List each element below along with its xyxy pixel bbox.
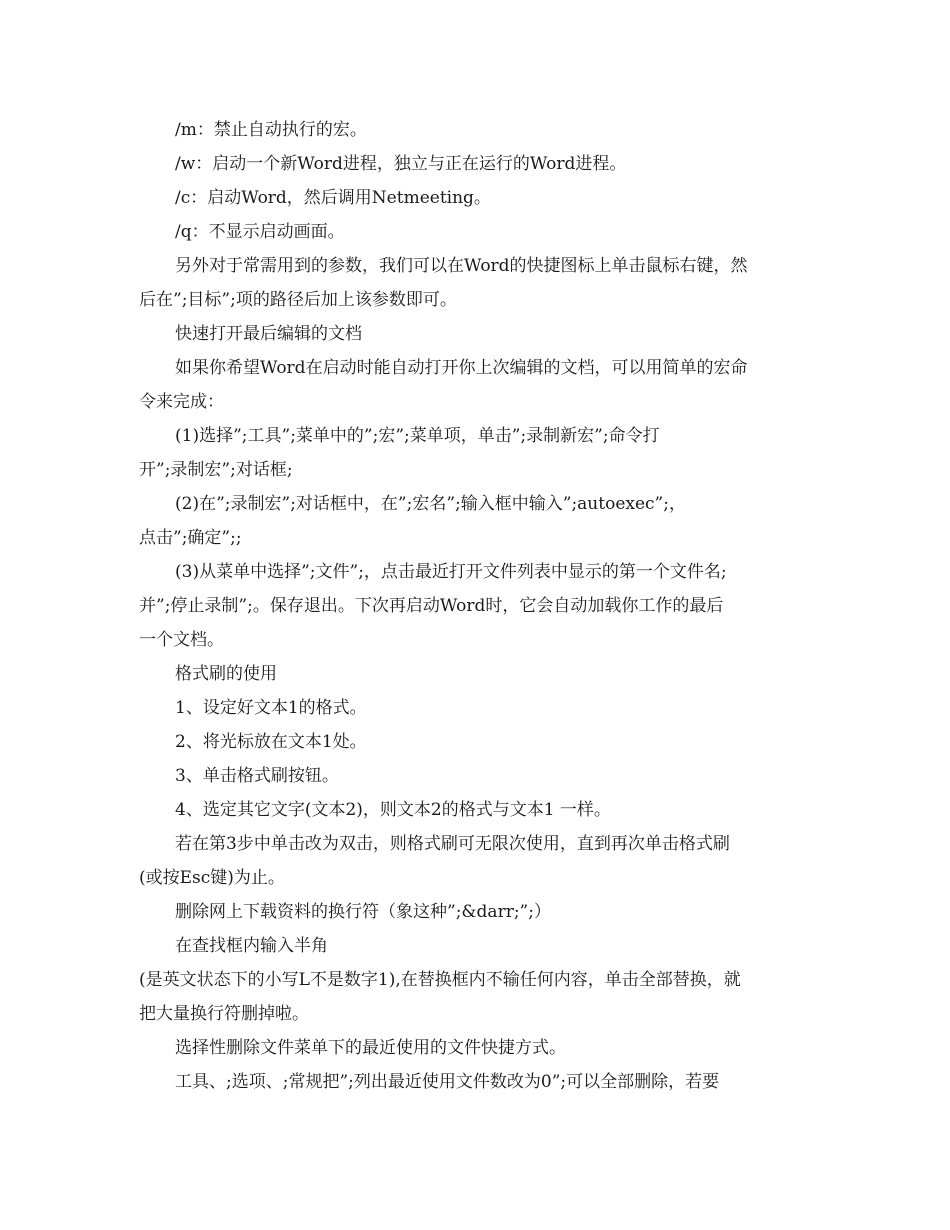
section-heading: 选择性删除文件菜单下的最近使用的文件快捷方式。: [175, 1038, 566, 1058]
text-line: /q：不显示启动画面。: [175, 222, 345, 242]
text-line: 如果你希望Word在启动时能自动打开你上次编辑的文档，可以用简单的宏命: [175, 358, 748, 378]
text-line: /c：启动Word，然后调用Netmeeting。: [175, 188, 491, 208]
list-item: 3、单击格式刷按钮。: [175, 766, 339, 786]
text-line: 令来完成：: [139, 392, 224, 412]
list-item: 1、设定好文本1的格式。: [175, 698, 367, 718]
list-item: 2、将光标放在文本1处。: [175, 732, 367, 752]
list-item: 4、选定其它文字(文本2)，则文本2的格式与文本1 一样。: [175, 800, 611, 820]
text-line: (1)选择”;工具”;菜单中的”;宏”;菜单项，单击”;录制新宏”;命令打: [175, 426, 660, 446]
text-line: (是英文状态下的小写L不是数字1),在替换框内不输任何内容，单击全部替换，就: [139, 970, 741, 990]
text-line: 工具、;选项、;常规把”;列出最近使用文件数改为0”;可以全部删除，若要: [175, 1072, 720, 1092]
section-heading: 格式刷的使用: [175, 664, 277, 684]
text-line: 开”;录制宏”;对话框;: [139, 460, 293, 480]
section-heading: 删除网上下载资料的换行符（象这种”;&darr;”;）: [175, 902, 551, 922]
text-line: 一个文档。: [139, 630, 224, 650]
text-line: 并”;停止录制”;。保存退出。下次再启动Word时，它会自动加载你工作的最后: [139, 596, 724, 616]
text-line: /m：禁止自动执行的宏。: [175, 120, 367, 140]
text-line: (2)在”;录制宏”;对话框中，在”;宏名”;输入框中输入”;autoexec”;，: [175, 494, 686, 514]
text-line: 把大量换行符删掉啦。: [139, 1004, 309, 1024]
text-line: 点击”;确定”;;: [139, 528, 242, 548]
text-line: 若在第3步中单击改为双击，则格式刷可无限次使用，直到再次单击格式刷: [175, 834, 730, 854]
text-line: (或按Esc键)为止。: [139, 868, 285, 888]
section-heading: 快速打开最后编辑的文档: [175, 324, 362, 344]
text-line: 后在”;目标”;项的路径后加上该参数即可。: [139, 290, 457, 310]
text-line: 在查找框内输入半角: [175, 936, 328, 956]
text-line: 另外对于常需用到的参数，我们可以在Word的快捷图标上单击鼠标右键，然: [175, 256, 748, 276]
text-line: /w：启动一个新Word进程，独立与正在运行的Word进程。: [175, 154, 627, 174]
text-line: (3)从菜单中选择”;文件”;，点击最近打开文件列表中显示的第一个文件名;: [175, 562, 727, 582]
